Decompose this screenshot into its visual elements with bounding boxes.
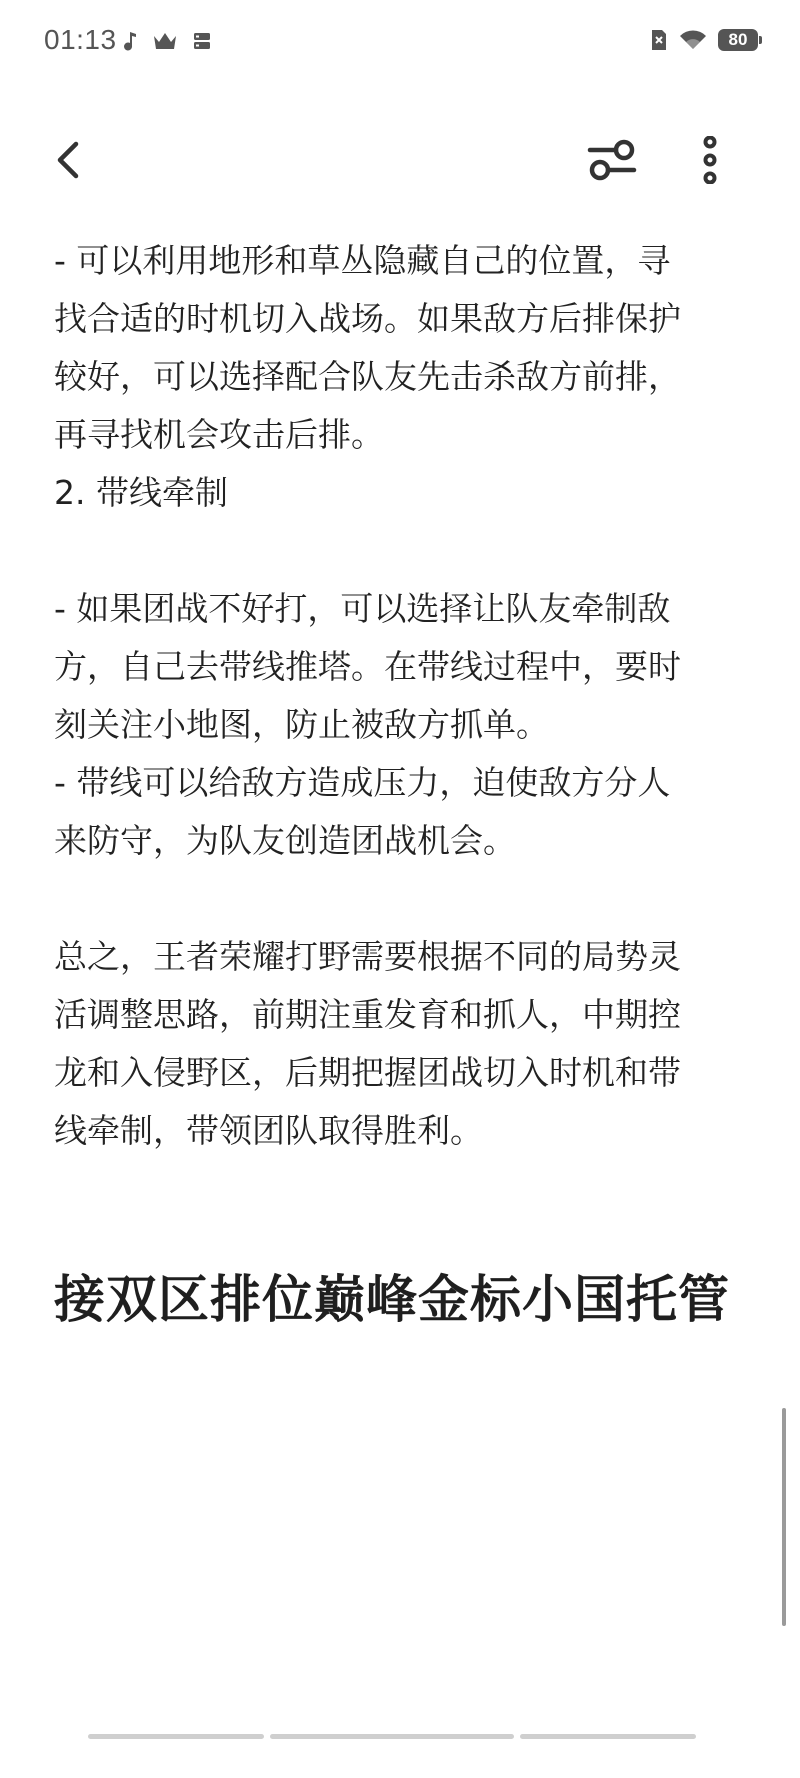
article-line: 再寻找机会攻击后排。	[54, 415, 384, 454]
chevron-left-icon[interactable]	[50, 138, 90, 182]
status-time: 01:13	[44, 24, 117, 55]
article-line: - 带线可以给敌方造成压力，迫使敌方分人	[54, 763, 671, 802]
article-heading: 接双区排位巅峰金标小国托管	[54, 1271, 731, 1330]
sliders-icon[interactable]	[586, 136, 638, 184]
scrollbar[interactable]	[782, 1408, 786, 1626]
article-line: 刻关注小地图，防止被敌方抓单。	[54, 705, 549, 744]
article-body	[54, 232, 754, 1160]
page-indicator-segment	[520, 1734, 696, 1739]
crown-icon	[152, 30, 178, 52]
article-line: 方，自己去带线推塔。在带线过程中，要时	[54, 647, 681, 686]
article-line: - 可以利用地形和草丛隐藏自己的位置，寻	[54, 241, 671, 280]
status-icons-right	[650, 28, 758, 52]
article-line: 总之，王者荣耀打野需要根据不同的局势灵	[54, 937, 681, 976]
article-line: 活调整思路，前期注重发育和抓人，中期控	[54, 995, 681, 1034]
article-line: 来防守，为队友创造团战机会。	[54, 821, 516, 860]
article-line: 找合适的时机切入战场。如果敌方后排保护	[54, 299, 681, 338]
more-vertical-icon[interactable]	[696, 136, 724, 184]
article-line: 较好，可以选择配合队友先击杀敌方前排，	[54, 357, 681, 396]
article-section-title: 2. 带线牵制	[54, 473, 228, 512]
page-indicator-segment	[88, 1734, 264, 1739]
status-icons-left	[124, 30, 212, 52]
status-bar	[0, 0, 800, 84]
sim-off-icon	[650, 28, 668, 52]
page-indicator-segment	[270, 1734, 514, 1739]
article-blank-line	[54, 870, 754, 928]
article-line: 线牵制，带领团队取得胜利。	[54, 1111, 483, 1150]
storage-icon	[192, 30, 212, 52]
wifi-icon	[678, 28, 708, 52]
article-line: - 如果团战不好打，可以选择让队友牵制敌	[54, 589, 671, 628]
music-note-icon	[124, 30, 138, 52]
article-blank-line	[54, 522, 754, 580]
battery-icon: 80	[718, 29, 758, 51]
article-line: 龙和入侵野区，后期把握团战切入时机和带	[54, 1053, 681, 1092]
top-nav	[0, 120, 800, 200]
